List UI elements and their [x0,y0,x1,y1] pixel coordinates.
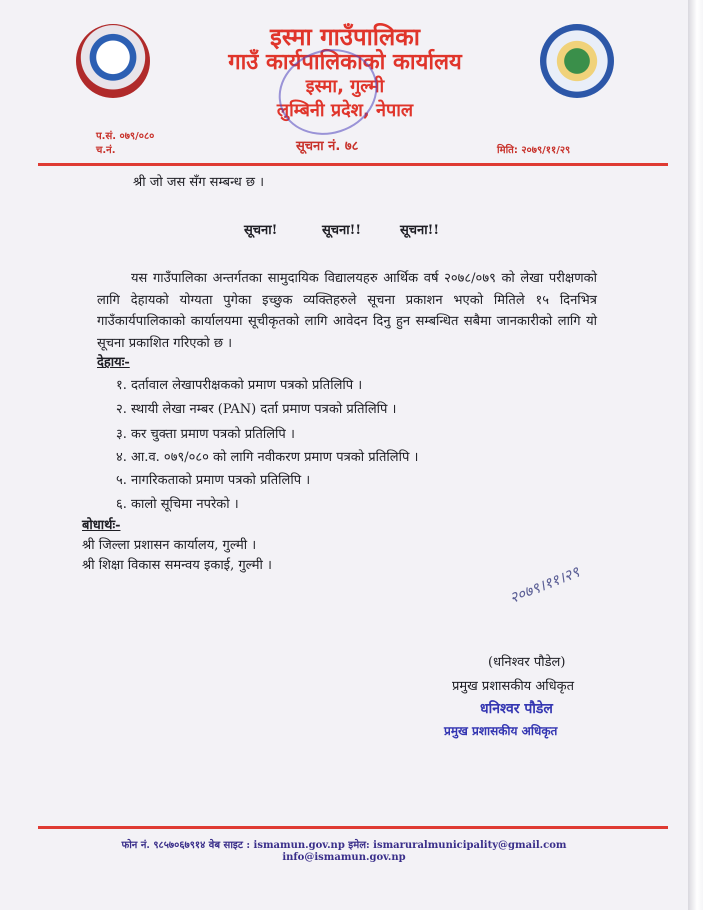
requirement-item: ४. आ.व. ०७९/०८० को लागि नवीकरण प्रमाण पत्रको प्रतिलिपि । [116,450,419,465]
cha-ref: च.नं. [96,145,116,156]
requirement-item: ५. नागरिकताको प्रमाण पत्रको प्रतिलिपि । [116,473,311,488]
signatory-name: (धनिश्वर पौडेल) [488,655,566,670]
signature-stamp-title: प्रमुख प्रशासकीय अधिकृत [444,724,558,738]
municipality-logo [540,24,614,98]
body-paragraph: यस गाउँपालिका अन्तर्गतका सामुदायिक विद्यालयहरु आर्थिक वर्ष २०७८/०७९ को लेखा परीक्षणको लागि देहायको योग्यता पुगेका इच्छुक व्यक्तिहरुले सूचना प्रकाशन भएको मितिले १५ दिनभित्र गाउँकार्यपालिकाको कार्यालयमा सूचीकृतको लागि आवेदन दिनु हुन सम्बन्धित सबैमा जानकारीको लागि यो सूचना प्रकाशित गरिएको छ । [97,271,597,351]
cc-heading: बोधार्थः- [82,518,121,533]
requirements-heading: देहायः- [97,355,130,370]
requirement-item: २. स्थायी लेखा नम्बर (PAN) दर्ता प्रमाण पत्रको प्रतिलिपि । [116,402,397,417]
requirement-item: ६. कालो सूचिमा नपरेको । [116,497,239,512]
page-edge [688,0,703,910]
letterhead-line-2: गाउँ कार्यपालिकाको कार्यालय [228,50,462,75]
header-rule [38,163,668,166]
letterhead-line-4: लुम्बिनी प्रदेश, नेपाल [276,100,414,121]
handwritten-signature: २०७९।११।२९ [506,562,583,608]
signatory-title: प्रमुख प्रशासकीय अधिकृत [452,679,575,694]
nepal-emblem-logo [76,24,150,98]
signature-stamp-name: धनिश्वर पौडेल [480,701,553,717]
notice-heading-2: सूचना!! [322,223,362,238]
letterhead-line-1: इस्मा गाउँपालिका [270,23,420,51]
notice-number: सूचना नं. ७८ [296,139,359,154]
cc-item: श्री जिल्ला प्रशासन कार्यालय, गुल्मी । [82,538,257,553]
salutation: श्री जो जस सँग सम्बन्ध छ । [133,175,264,190]
letterhead-line-3: इस्मा, गुल्मी [305,76,385,97]
notice-heading-1: सूचना! [244,223,278,238]
notice-heading-3: सूचना!! [400,223,440,238]
cc-item: श्री शिक्षा विकास समन्वय इकाई, गुल्मी । [82,558,272,573]
notice-date: मिति: २०७९/११/२९ [497,145,571,156]
requirement-item: १. दर्तावाल लेखापरीक्षकको प्रमाण पत्रको प्रतिलिपि । [116,378,363,393]
footer-contact: फोन नं. ९८५७०६७९१४ वेब साइट : ismamun.gov.np इमेल: ismaruralmunicipality@gmail.com [121,840,567,851]
footer-email: info@ismamun.gov.np [282,852,406,863]
fiscal-ref: प.सं. ०७९/०८० [96,131,155,142]
footer-rule [38,826,668,829]
requirement-item: ३. कर चुक्ता प्रमाण पत्रको प्रतिलिपि । [116,427,295,442]
